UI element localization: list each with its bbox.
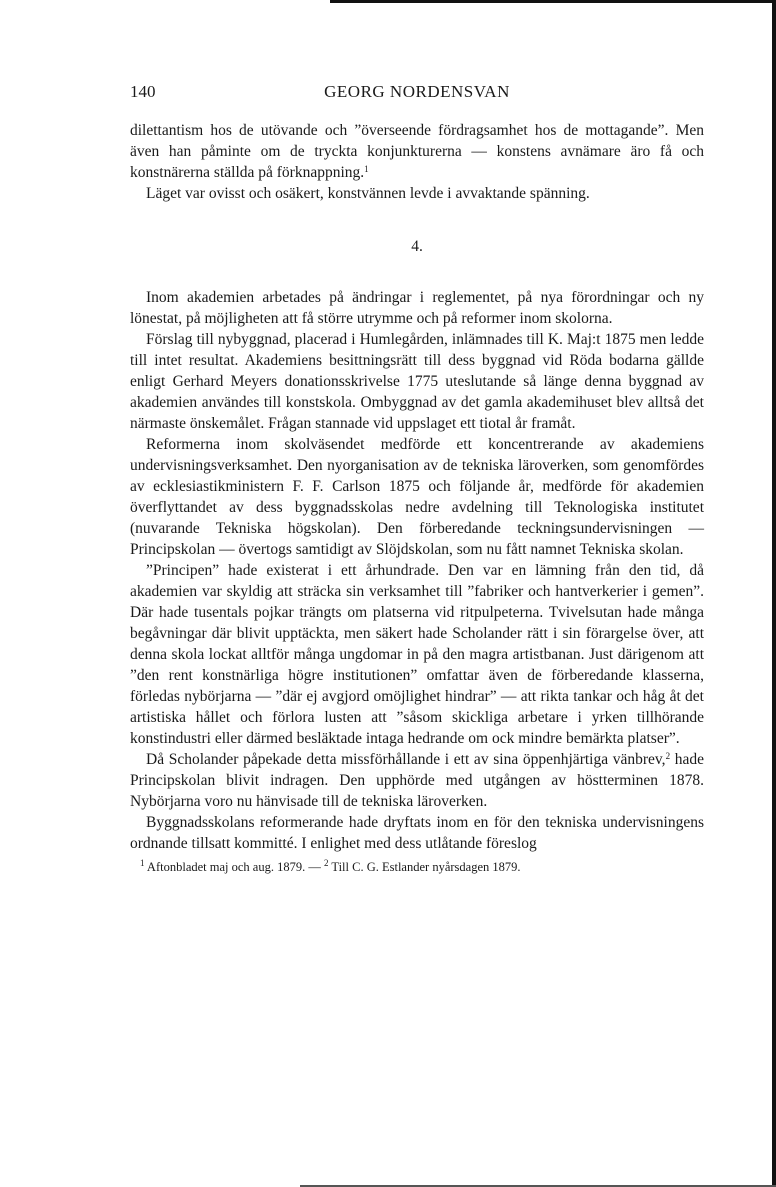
paragraph-6: ”Principen” hade existerat i ett århundrade. Den var en lämning från den tid, då akademien var skyldig att sträcka sin verksamhet till ”fabriker och hantverkerier i gemen”. Där hade tusentals pojkar trängts om platserna vid ritpulpeterna. Tvivelsutan hade många begåvningar där blivit upptäckta, men säkert hade Scholander rätt i sin förargelse över, att denna skola lockat alltför många ungdomar in på den magra artistbanan. Just därigenom att ”den rent konstnärliga högre institutionen” omfattar även de förberedande klasserna, förledas nybörjarna — ”där ej avgjord omöjlighet hindrar” — att rikta tankar och håg åt det artistiska hållet och förlora lusten att ”såsom skickliga arbetare i yrken tillhörande konstindustri eller därmed besläktade intaga hedrande om ock mindre bemärkta platser”. — [130, 562, 704, 747]
footnote-ref-1: 1 — [364, 164, 369, 174]
paragraph-4: Förslag till nybyggnad, placerad i Humlegården, inlämnades till K. Maj:t 1875 men ledde till intet resultat. Akademiens besittningsrätt till dess byggnad vid Röda bodarna gällde enligt Gerhard Meyers donationsskrivelse 1775 uteslutande så länge denna byggnad av akademien användes till konstskola. Ombyggnad av det gamla akademihuset blev alltså det närmaste önskemålet. Frågan stannade vid uppslaget ett tiotal år framåt. — [130, 331, 704, 432]
page-header — [130, 82, 704, 108]
paragraph-8: Byggnadsskolans reformerande hade dryftats inom en för den tekniska undervisningens ordnande tillsatt kommitté. I enlighet med dess utlåtande föreslog — [130, 814, 704, 852]
section-number: 4. — [411, 238, 423, 255]
footnote-text-2: Till C. G. Estlander nyårsdagen 1879. — [328, 860, 521, 874]
running-head: GEORG NORDENSVAN — [324, 82, 510, 101]
top-edge-rule — [330, 0, 776, 3]
footnote-mark-2: 2 — [323, 858, 329, 868]
paragraph-7-text-b: hade Principskolan blivit indragen. Den upphörde med utgången av höstterminen 1878. Nybörjarna voro nu hänvisade till de tekniska läroverken. — [130, 751, 704, 810]
right-edge-rule — [772, 0, 776, 1187]
footnote-mark-1: 1 — [140, 858, 145, 868]
page-number: 140 — [130, 82, 156, 101]
paragraph-1-text: dilettantism hos de utövande och ”överseende fördragsamhet hos de mottagande”. Men även han påminte om de tryckta konjunkturerna — konstens avnämare äro få och konstnärerna ställda på förknappning. — [130, 122, 704, 181]
paragraph-7-text-a: Då Scholander påpekade detta missförhållande i ett av sina öppenhjärtiga vänbrev, — [146, 751, 666, 768]
paragraph-1 — [130, 120, 704, 183]
paragraph-2: Läget var ovisst och osäkert, konstvännen levde i avvaktande spänning. — [146, 185, 590, 202]
paragraph-5: Reformerna inom skolväsendet medförde ett koncentrerande av akademiens undervisningsverksamhet. Den nyorganisation av de tekniska läroverken, som genomfördes av ecklesiastikministern F. F. Carlson 1875 och följande år, medförde för akademien överflyttandet av dess byggnadsskolas nedre avdelning till Teknologiska institutet (nuvarande Tekniska högskolan). Den förberedande teckningsundervisningen — Principskolan — övertogs samtidigt av Slöjdskolan, som nu fått namnet Tekniska skolan. — [130, 436, 704, 558]
body-text — [130, 120, 704, 876]
footnote-ref-2: 2 — [665, 751, 671, 761]
footnote-text-1: Aftonbladet maj och aug. 1879. — — [144, 860, 324, 874]
paragraph-7 — [130, 749, 704, 812]
footnotes — [130, 859, 704, 876]
paragraph-3: Inom akademien arbetades på ändringar i reglementet, på nya förordningar och ny lönestat, på möjligheten att få större utrymme och på reformer inom skolorna. — [130, 289, 704, 327]
